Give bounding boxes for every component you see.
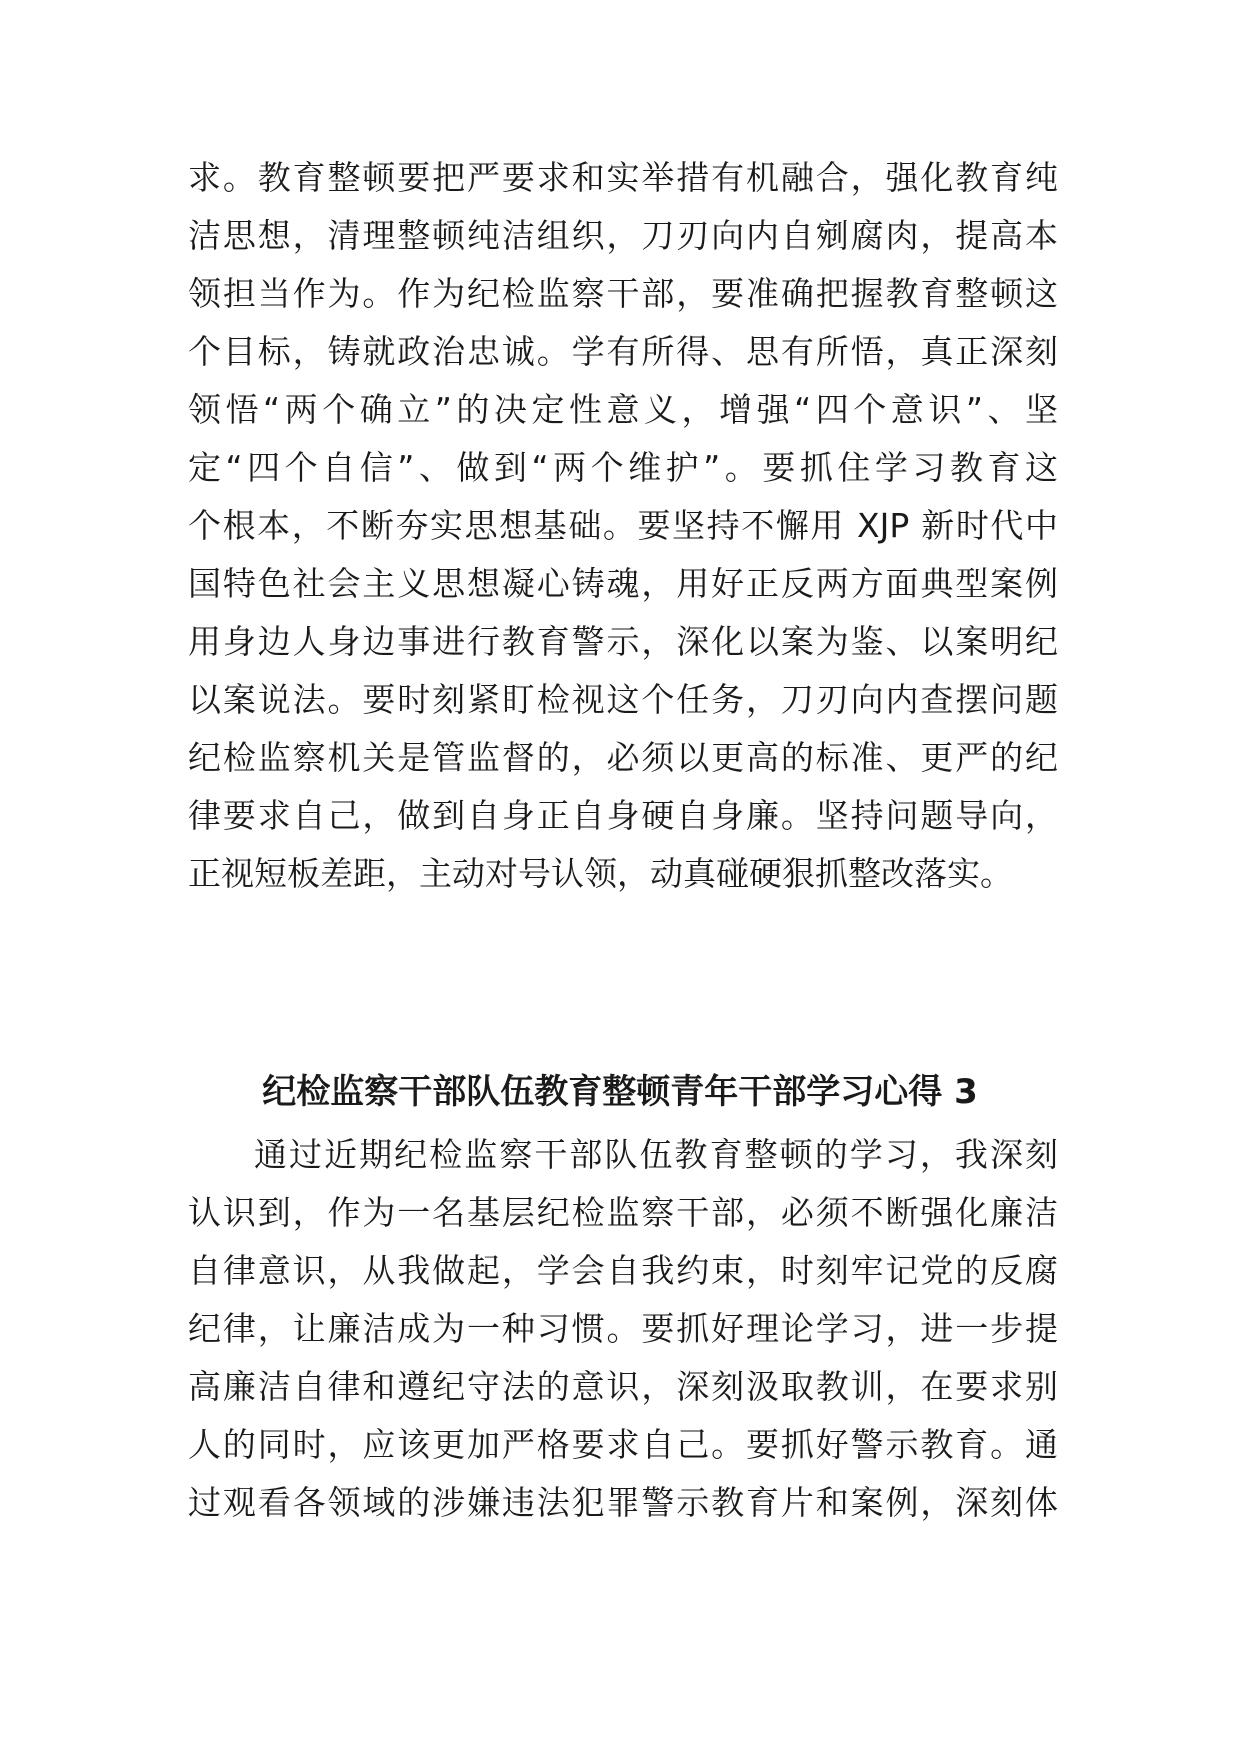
paragraph-line: 定“四个自信”、做到“两个维护”。要抓住学习教育这 bbox=[188, 448, 1058, 487]
paragraph-line: 洁思想，清理整顿纯洁组织，刀刃向内自剜腐肉，提高本 bbox=[188, 216, 1058, 255]
paragraph-line: 人的同时，应该更加严格要求自己。要抓好警示教育。通 bbox=[188, 1425, 1058, 1464]
paragraph-line: 高廉洁自律和遵纪守法的意识，深刻汲取教训，在要求别 bbox=[188, 1367, 1058, 1406]
paragraph-line: 个目标，铸就政治忠诚。学有所得、思有所悟，真正深刻 bbox=[188, 332, 1058, 371]
section-heading: 纪检监察干部队伍教育整顿青年干部学习心得 3 bbox=[262, 1072, 978, 1112]
paragraph-line: 纪检监察机关是管监督的，必须以更高的标准、更严的纪 bbox=[188, 738, 1058, 777]
paragraph-line: 律要求自己，做到自身正自身硬自身廉。坚持问题导向， bbox=[188, 796, 1058, 835]
paragraph-line: 领悟“两个确立”的决定性意义，增强“四个意识”、坚 bbox=[188, 390, 1058, 429]
paragraph-line: 自律意识，从我做起，学会自我约束，时刻牢记党的反腐 bbox=[188, 1251, 1058, 1290]
paragraph-line: 领担当作为。作为纪检监察干部，要准确把握教育整顿这 bbox=[188, 274, 1058, 313]
paragraph-line: 求。教育整顿要把严要求和实举措有机融合，强化教育纯 bbox=[188, 158, 1058, 197]
paragraph-line: 过观看各领域的涉嫌违法犯罪警示教育片和案例，深刻体 bbox=[188, 1483, 1058, 1522]
paragraph-line: 认识到，作为一名基层纪检监察干部，必须不断强化廉洁 bbox=[188, 1193, 1058, 1232]
paragraph-line: 国特色社会主义思想凝心铸魂，用好正反两方面典型案例 bbox=[188, 564, 1058, 603]
paragraph-line: 纪律，让廉洁成为一种习惯。要抓好理论学习，进一步提 bbox=[188, 1309, 1058, 1348]
paragraph-line: 以案说法。要时刻紧盯检视这个任务，刀刃向内查摆问题 bbox=[188, 680, 1058, 719]
paragraph-line: 正视短板差距，主动对号认领，动真碰硬狠抓整改落实。 bbox=[188, 854, 1013, 893]
paragraph-line: 个根本，不断夯实思想基础。要坚持不懈用 XJP 新时代中 bbox=[188, 506, 1058, 545]
paragraph-line: 用身边人身边事进行教育警示，深化以案为鉴、以案明纪 bbox=[188, 622, 1058, 661]
paragraph-line: 通过近期纪检监察干部队伍教育整顿的学习，我深刻 bbox=[254, 1135, 1058, 1174]
